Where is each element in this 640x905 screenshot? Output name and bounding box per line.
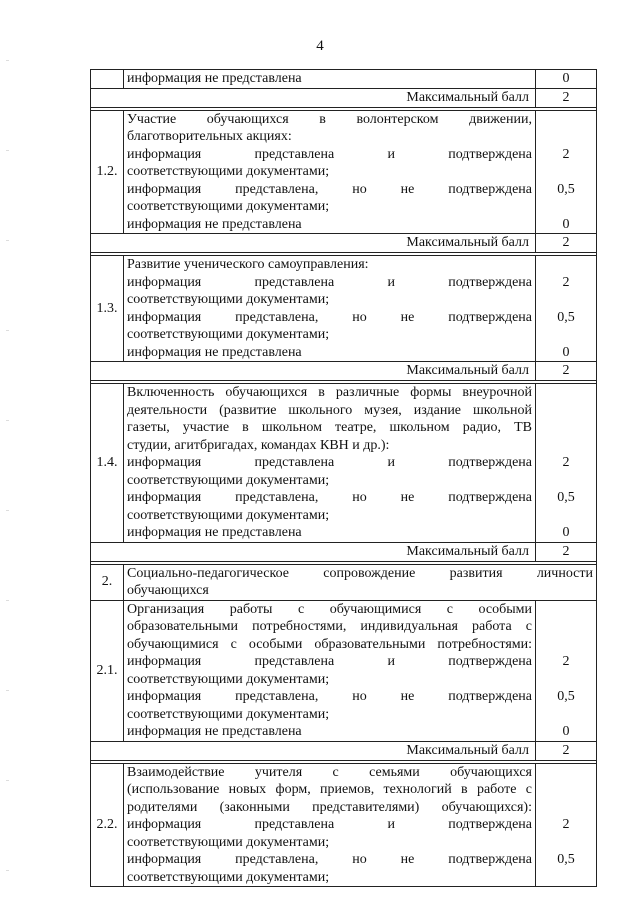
description-line: соответствующими документами; <box>127 834 330 850</box>
description-line: родителями (законными представителями) обучающихся): <box>127 799 532 815</box>
score-value <box>536 869 596 887</box>
score-value <box>536 507 596 525</box>
criterion-number: 1.4. <box>91 384 124 543</box>
criterion-description <box>124 256 536 362</box>
score-value: 2 <box>562 654 570 669</box>
criterion-scores <box>536 70 597 89</box>
score-value: 0,5 <box>557 490 575 505</box>
description-line: Развитие ученического самоуправления: <box>127 257 369 272</box>
criteria-row-r21 <box>91 600 597 741</box>
description-line: образовательными потребностями, индивидуальная работа с <box>127 619 532 634</box>
description-line: обучающихся <box>127 583 209 598</box>
max-score-row <box>91 741 597 760</box>
criteria-row-r14 <box>91 384 597 543</box>
score-value <box>536 799 596 817</box>
criteria-table <box>90 69 597 887</box>
max-score-value: 2 <box>536 542 597 561</box>
description-line: соответствующими документами; <box>127 164 330 179</box>
score-value: 0 <box>562 71 570 86</box>
page-number: 4 <box>316 38 324 54</box>
criterion-number: 2.2. <box>91 763 124 887</box>
description-line: обучающимися с особыми образовательными потребностями: <box>127 636 532 652</box>
criterion-scores <box>536 110 597 234</box>
score-value: 0 <box>562 525 570 540</box>
description-line: Взаимодействие учителя с семьями обучающихся <box>127 764 532 780</box>
description-line: газеты, участие в школьном театре, школьном радио, ТВ <box>127 420 532 435</box>
max-score-row <box>91 88 597 107</box>
description-line: Включенность обучающихся в различные формы внеурочной <box>127 385 532 400</box>
score-value: 0,5 <box>557 309 575 325</box>
score-value: 0 <box>562 724 570 739</box>
description-line: соответствующими документами; <box>127 507 330 523</box>
max-score-label: Максимальный балл <box>91 88 536 107</box>
description-line: Организация работы с обучающимися с особыми <box>127 601 532 617</box>
description-line: информация не представлена <box>127 344 302 360</box>
score-value <box>536 111 596 129</box>
description-line: информация представлена, но не подтверждена <box>127 309 532 325</box>
max-score-row <box>91 362 597 381</box>
description-line: студии, агитбригадах, командах КВН и др.): <box>127 437 390 453</box>
score-value <box>536 834 596 852</box>
criterion-scores <box>536 384 597 543</box>
score-value <box>536 618 596 636</box>
description-line: соответствующими документами; <box>127 327 330 342</box>
criterion-description <box>124 384 536 543</box>
description-line: информация не представлена <box>127 525 302 540</box>
score-value: 0 <box>562 216 570 232</box>
score-value <box>536 256 596 274</box>
description-line: информация представлена и подтверждена <box>127 817 532 832</box>
description-line: соответствующими документами; <box>127 706 330 722</box>
score-value <box>536 198 596 216</box>
score-value <box>536 128 596 146</box>
score-value <box>536 706 596 724</box>
description-line: благотворительных акциях: <box>127 129 292 144</box>
score-value <box>536 472 596 490</box>
description-line: соответствующими документами; <box>127 292 330 307</box>
max-score-label: Максимальный балл <box>91 542 536 561</box>
criterion-scores <box>536 256 597 362</box>
criterion-description <box>124 763 536 887</box>
max-score-value: 2 <box>536 741 597 760</box>
score-value <box>536 419 596 437</box>
description-line: Участие обучающихся в волонтерском движении, <box>127 111 532 127</box>
description-line: соответствующими документами; <box>127 671 330 687</box>
criteria-row-top <box>91 70 597 89</box>
criterion-number: 2. <box>91 564 124 600</box>
description-line: информация представлена и подтверждена <box>127 146 532 162</box>
description-line: информация не представлена <box>127 71 302 86</box>
score-value: 2 <box>562 455 570 470</box>
score-value: 0,5 <box>557 181 575 197</box>
criteria-row-r12 <box>91 110 597 234</box>
description-line: Социально-педагогическое сопровождение развития личности <box>127 565 593 581</box>
score-value <box>536 437 596 455</box>
description-line: информация представлена и подтверждена <box>127 654 532 669</box>
score-value <box>536 384 596 402</box>
score-value: 0,5 <box>557 852 575 867</box>
criterion-scores <box>536 600 597 741</box>
max-score-value: 2 <box>536 88 597 107</box>
criterion-description <box>124 564 597 600</box>
max-score-row <box>91 234 597 253</box>
description-line: информация представлена, но не подтверждена <box>127 181 532 197</box>
criteria-row-s2 <box>91 564 597 600</box>
description-line: информация представлена, но не подтверждена <box>127 852 532 867</box>
score-value <box>536 764 596 782</box>
description-line: соответствующими документами; <box>127 199 330 214</box>
score-value: 0 <box>562 344 570 360</box>
max-score-label: Максимальный балл <box>91 234 536 253</box>
criterion-description <box>124 600 536 741</box>
description-line: информация представлена, но не подтверждена <box>127 689 532 704</box>
max-score-label: Максимальный балл <box>91 362 536 381</box>
criterion-number: 2.1. <box>91 600 124 741</box>
criterion-scores <box>536 763 597 887</box>
score-value <box>536 326 596 344</box>
criterion-description <box>124 110 536 234</box>
score-value: 2 <box>562 274 570 290</box>
score-value: 2 <box>562 146 570 162</box>
score-value: 0,5 <box>557 689 575 704</box>
score-value <box>536 636 596 654</box>
description-line: информация не представлена <box>127 216 302 232</box>
score-value: 2 <box>562 817 570 832</box>
description-line: информация представлена и подтверждена <box>127 274 532 290</box>
criteria-row-r22 <box>91 763 597 887</box>
criterion-number: 1.2. <box>91 110 124 234</box>
score-value <box>536 601 596 619</box>
score-value <box>536 671 596 689</box>
score-value <box>536 163 596 181</box>
description-line: соответствующими документами; <box>127 472 330 488</box>
score-value <box>536 402 596 420</box>
description-line: (использование новых форм, приемов, технологий в работе с <box>127 782 532 797</box>
description-line: деятельности (развитие школьного музея, издание школьной <box>127 402 532 418</box>
description-line: информация представлена, но не подтверждена <box>127 490 532 505</box>
description-line: информация представлена и подтверждена <box>127 455 532 470</box>
max-score-value: 2 <box>536 234 597 253</box>
score-value <box>536 781 596 799</box>
criteria-row-r13 <box>91 256 597 362</box>
description-line: информация не представлена <box>127 724 302 739</box>
binder-hole-marks <box>6 0 9 905</box>
description-line: соответствующими документами; <box>127 869 330 885</box>
max-score-value: 2 <box>536 362 597 381</box>
score-value <box>536 291 596 309</box>
criterion-number <box>91 70 124 89</box>
criterion-description <box>124 70 536 89</box>
max-score-label: Максимальный балл <box>91 741 536 760</box>
criteria-table-body <box>91 70 597 887</box>
max-score-row <box>91 542 597 561</box>
criterion-number: 1.3. <box>91 256 124 362</box>
